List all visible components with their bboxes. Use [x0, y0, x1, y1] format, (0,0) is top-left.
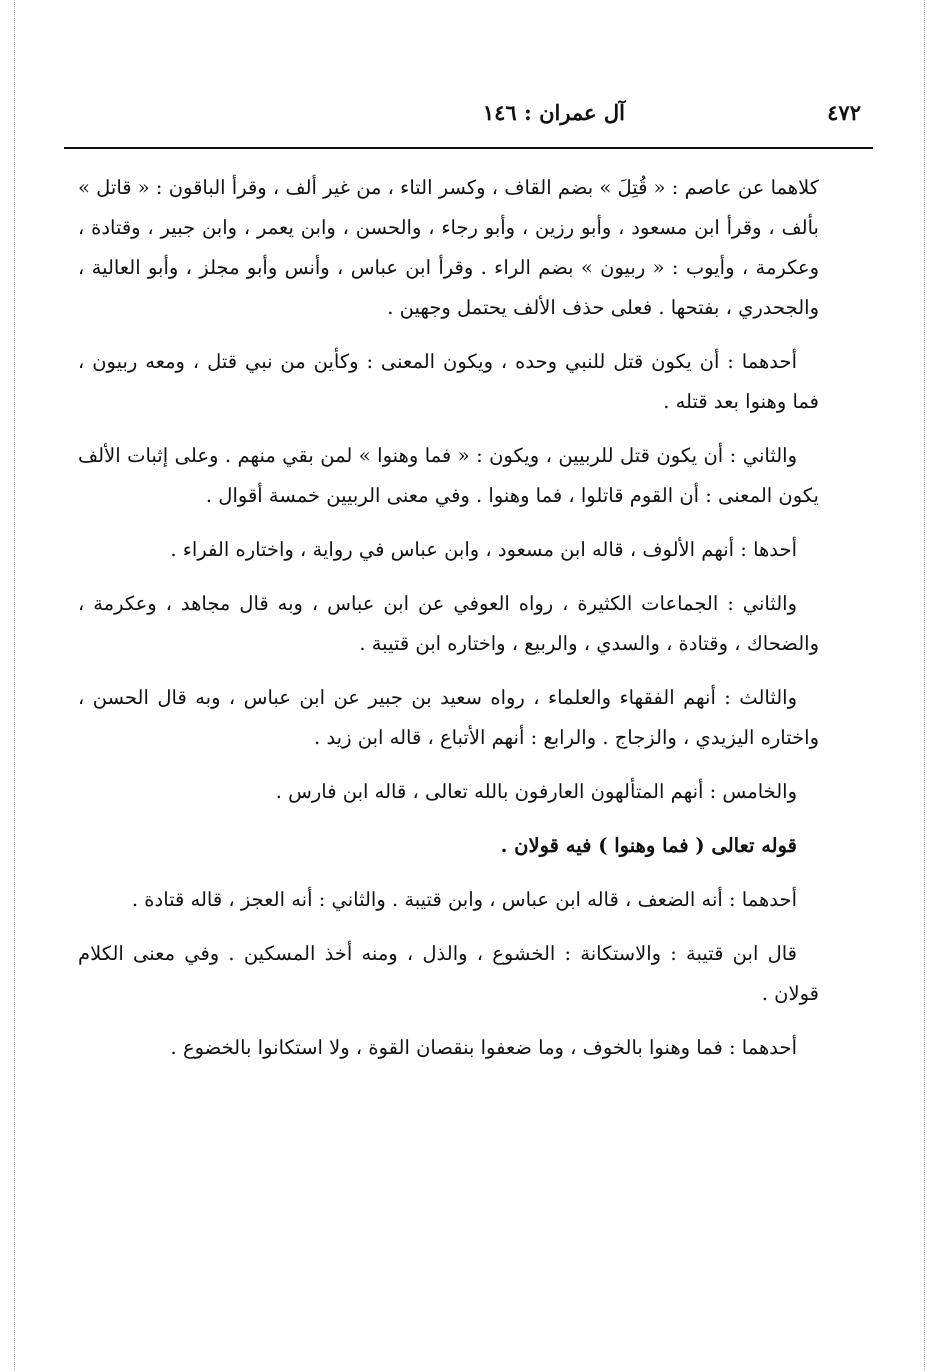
paragraph-ribbiyyun-fifth: والخامس : أنهم المتألهون العارفون بالله تعالى ، قاله ابن فارس .: [275, 780, 797, 803]
paragraph-ribbiyyun-first: أحدها : أنهم الألوف ، قاله ابن مسعود ، وابن عباس في رواية ، واختاره الفراء .: [170, 538, 797, 561]
paragraph-second-meaning: والثاني : أن يكون قتل للربيين ، ويكون : « فما وهنوا » لمن بقي منهم . وعلى إثبات الألف يكون المعنى : أن القوم قاتلوا ، فما وهنوا . وفي معنى الربيين خمسة أقوال .: [78, 444, 819, 507]
page-number: ٤٧٢: [827, 100, 861, 125]
paragraph-final-meaning: أحدهما : فما وهنوا بالخوف ، وما ضعفوا بنقصان القوة ، ولا استكانوا بالخضوع .: [170, 1036, 797, 1059]
scan-edge-right: [924, 0, 925, 1371]
paragraph-ribbiyyun-second: والثاني : الجماعات الكثيرة ، رواه العوفي عن ابن عباس ، وبه قال مجاهد ، وعكرمة ، والضحاك ، وقتادة ، والسدي ، والربيع ، واختاره ابن قتيبة .: [78, 592, 819, 655]
paragraph-wahn-meanings: أحدهما : أنه الضعف ، قاله ابن عباس ، وابن قتيبة . والثاني : أنه العجز ، قاله قتادة .: [131, 888, 797, 911]
body-text: [78, 168, 819, 1082]
paragraph-ribbiyyun-third-fourth: والثالث : أنهم الفقهاء والعلماء ، رواه سعيد بن جبير عن ابن عباس ، وبه قال الحسن ، واختاره اليزيدي ، والزجاج . والرابع : أنهم الأتباع ، قاله ابن زيد .: [78, 686, 819, 749]
running-title: آل عمران : ١٤٦: [482, 100, 625, 125]
paragraph-istikana: قال ابن قتيبة : والاستكانة : الخشوع ، والذل ، ومنه أخذ المسكين . وفي معنى الكلام قولان .: [78, 942, 819, 1005]
paragraph-first-meaning: أحدهما : أن يكون قتل للنبي وحده ، ويكون المعنى : وكأين من نبي قتل ، ومعه ربيون ، فما وهنوا بعد قتله .: [78, 350, 819, 413]
paragraph-verse-heading: قوله تعالى ( فما وهنوا ) فيه قولان .: [500, 834, 797, 857]
paragraph-readings: كلاهما عن عاصم : « قُتِلَ » بضم القاف ، وكسر التاء ، من غير ألف ، وقرأ الباقون : « قاتل » بألف ، وقرأ ابن مسعود ، وأبو رزين ، وأبو رجاء ، والحسن ، وابن يعمر ، وابن جبير ، وقتادة ، وعكرمة ، وأيوب : « ربيون » بضم الراء . وقرأ ابن عباس ، وأنس وأبو مجلز ، وأبو العالية ، والجحدري ، بفتحها . فعلى حذف الألف يحتمل وجهين .: [78, 176, 819, 319]
scan-edge-left: [14, 0, 15, 1371]
header-rule: [64, 147, 873, 149]
page-header: [66, 92, 873, 138]
